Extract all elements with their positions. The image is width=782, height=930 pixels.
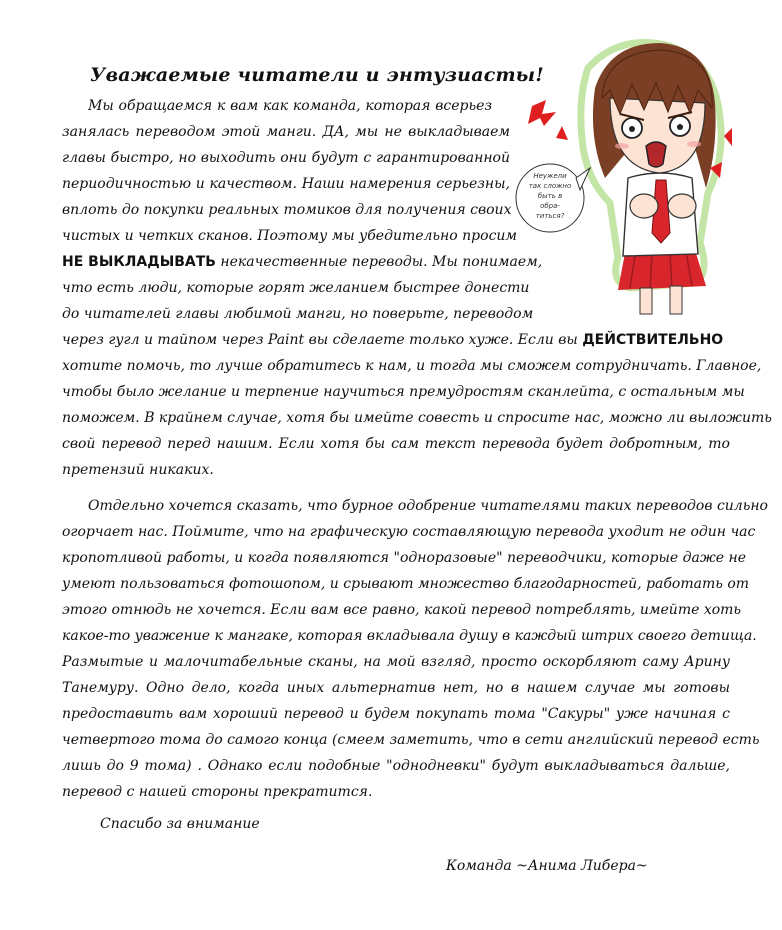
p1-line-15: претензий никаких. — [62, 462, 214, 478]
p1-line-3: главы быстро, но выходить они будут с гарантированной — [62, 150, 510, 166]
p2-line-1: Отдельно хочется сказать, что бурное одобрение читателями таких переводов сильно — [88, 498, 768, 514]
p1-line-10 — [62, 327, 730, 353]
bubble-line-2: так сложно — [528, 182, 572, 190]
p2-line-8: Танемуру. Одно дело, когда иных альтернатив нет, но в нашем случае мы готовы — [62, 680, 730, 696]
p1-line-7-rest: некачественные переводы. Мы понимаем, — [215, 254, 543, 270]
bubble-line-1: Неужели — [533, 172, 567, 180]
emphasis-really: ДЕЙСТВИТЕЛЬНО — [582, 332, 724, 348]
emphasis-no-upload: НЕ ВЫКЛАДЫВАТЬ — [62, 254, 216, 270]
p2-line-6: какое-то уважение к мангаке, которая вкладывала душу в каждый штрих своего детища. — [62, 628, 757, 644]
p2-line-5: этого отнюдь не хочется. Если вам все равно, какой перевод потреблять, имейте хоть — [62, 602, 742, 618]
paragraph-2 — [62, 493, 768, 805]
p2-line-4: умеют пользоваться фотошопом, и срывают множество благодарностей, работать от — [62, 576, 750, 592]
shouting-mouth-shape — [646, 142, 666, 167]
bubble-line-5: титься? — [535, 212, 565, 220]
p2-line-2: огорчает нас. Поймите, что на графическую составляющую перевода уходит не один час — [62, 524, 756, 540]
p2-line-9: предоставить вам хороший перевод и будем покупать тома "Сакуры" уже начиная с — [62, 706, 730, 722]
letter-title: Уважаемые читатели и энтузиасты! — [90, 64, 544, 86]
p2-line-11: лишь до 9 тома) . Однако если подобные "однодневки" будут выкладываться дальше, — [62, 758, 730, 774]
bubble-line-3: быть в — [537, 192, 563, 200]
p2-line-12: перевод с нашей стороны прекратится. — [62, 784, 373, 800]
bubble-line-4: обра- — [540, 202, 560, 210]
speech-bubble — [516, 164, 590, 232]
p1-line-14: свой перевод перед нашим. Если хотя бы сам текст перевода будет добротным, то — [62, 436, 730, 452]
p1-line-1: Мы обращаемся к вам как команда, которая всерьез — [88, 98, 492, 114]
p1-line-13: поможем. В крайнем случае, хотя бы имейте совесть и спросите нас, можно ли выложить — [62, 410, 772, 426]
p2-line-3: кропотливой работы, и когда появляются "одноразовые" переводчики, которые даже не — [62, 550, 746, 566]
p2-line-10: четвертого тома до самого конца (смеем заметить, что в сети английский перевод есть — [62, 732, 760, 748]
p1-line-10-start: через гугл и тайпом через Paint вы сделаете только хуже. Если вы — [62, 332, 583, 348]
p1-line-2: занялась переводом этой манги. ДА, мы не выкладываем — [62, 124, 510, 140]
team-signature: Команда ~Анима Либера~ — [446, 858, 648, 874]
p1-line-8: что есть люди, которые горят желанием быстрее донести — [62, 280, 530, 296]
p1-line-9: до читателей главы любимой манги, но поверьте, переводом — [62, 306, 534, 322]
chibi-girl-illustration — [510, 28, 740, 318]
p1-line-5: вплоть до покупки реальных томиков для получения своих — [62, 202, 512, 218]
p1-line-4: периодичностью и качеством. Наши намерения серьезны, — [62, 176, 510, 192]
p2-line-7: Размытые и малочитабельные сканы, на мой взгляд, просто оскорбляют саму Арину — [62, 654, 730, 670]
p1-line-11: хотите помочь, то лучше обратитесь к нам, и тогда мы сможем сотрудничать. Главное, — [62, 358, 762, 374]
p1-line-12: чтобы было желание и терпение научиться премудростям сканлейта, с остальным мы — [62, 384, 745, 400]
p1-line-6: чистых и четких сканов. Поэтому мы убедительно просим — [62, 228, 518, 244]
thanks-line: Спасибо за внимание — [100, 816, 260, 832]
